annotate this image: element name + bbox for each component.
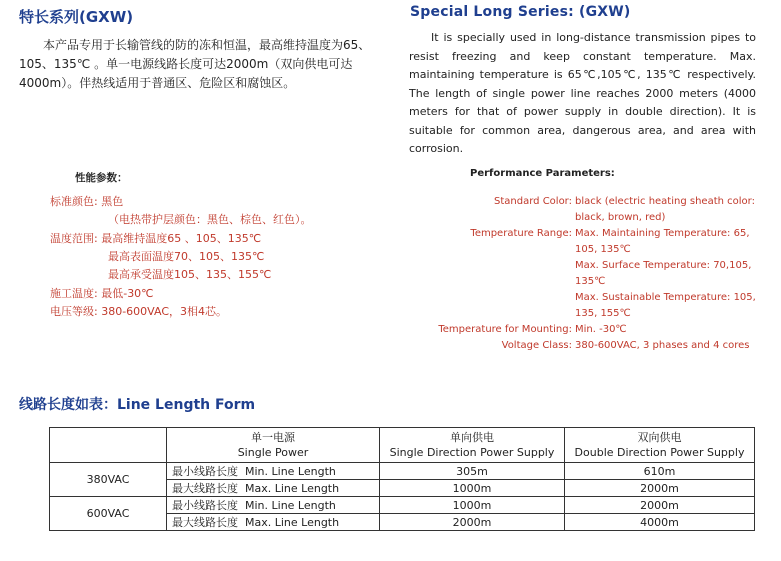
- row-label-cn: 最大线路长度: [172, 482, 238, 495]
- param-value-line: Max. Surface Temperature: 70,105,: [575, 260, 752, 271]
- header-cn: 单向供电: [450, 431, 494, 444]
- row-label-en: Max. Line Length: [245, 516, 340, 529]
- param-label-mount-temp: Temperature for Mounting:: [438, 324, 572, 335]
- table-row: [50, 497, 755, 514]
- description-chinese: 本产品专用于长输管线的防的冻和恒温，最高维持温度为65、105、135℃ 。单一电源线路长度可达2000m（双向供电可达4000m）。伴热线适用于普通区、危险区和腐蚀区。: [19, 38, 371, 90]
- header-en: Double Direction Power Supply: [574, 446, 745, 459]
- param-value-line: 135℃: [575, 276, 606, 287]
- row-label-cn: 最小线路长度: [172, 499, 238, 512]
- row-label-en: Min. Line Length: [245, 465, 336, 478]
- line-length-title: 线路长度如表：Line Length Form: [19, 397, 256, 413]
- param-value-line: 380-600VAC, 3 phases and 4 cores: [575, 340, 750, 351]
- row-label-cell: [167, 497, 380, 514]
- param-value-line: 135, 155℃: [575, 308, 631, 319]
- double-direction-value: 2000m: [565, 497, 755, 514]
- performance-title-english: Performance Parameters:: [470, 168, 615, 179]
- table-header-row: [50, 428, 755, 463]
- param-value-line: Min. -30℃: [575, 324, 627, 335]
- row-label-en: Min. Line Length: [245, 499, 336, 512]
- single-direction-value: 1000m: [380, 497, 565, 514]
- param-value-line: Max. Sustainable Temperature: 105,: [575, 292, 756, 303]
- row-label-cell: [167, 514, 380, 531]
- param-standard-color-cn: [50, 192, 123, 212]
- param-value-temp-range: [575, 226, 765, 322]
- double-direction-value: 610m: [565, 463, 755, 480]
- param-label: 电压等级:: [50, 305, 98, 318]
- table-row: [50, 463, 755, 480]
- double-direction-value: 2000m: [565, 480, 755, 497]
- param-label: 温度范围:: [50, 232, 98, 245]
- header-en: Single Power: [237, 446, 309, 459]
- param-value: 最低-30℃: [101, 287, 154, 300]
- param-label: 标准颜色:: [50, 195, 98, 208]
- title-chinese: 特长系列(GXW): [19, 8, 134, 26]
- param-value-mount-temp: [575, 322, 765, 338]
- param-value-standard-color: [575, 194, 765, 226]
- param-value: 最高表面温度70、105、135℃: [108, 250, 265, 263]
- header-single-direction: [380, 428, 565, 463]
- header-blank-cell: [50, 428, 167, 463]
- line-length-table: [49, 427, 755, 531]
- param-value: 最高承受温度105、135、155℃: [108, 268, 272, 281]
- header-cn: 单一电源: [251, 431, 295, 444]
- header-double-direction: [565, 428, 755, 463]
- param-mount-temp-cn: [50, 284, 154, 304]
- param-value-line: black (electric heating sheath color:: [575, 196, 755, 207]
- param-voltage-cn: [50, 302, 227, 322]
- param-temp-range-cn-line3: [108, 265, 271, 285]
- row-label-cn: 最小线路长度: [172, 465, 238, 478]
- header-single-power: [167, 428, 380, 463]
- single-direction-value: 1000m: [380, 480, 565, 497]
- param-value: 最高维持温度65 、105、135℃: [101, 232, 262, 245]
- double-direction-value: 4000m: [565, 514, 755, 531]
- param-value-line: 105, 135℃: [575, 244, 631, 255]
- param-value: （电热带护层颜色：黑色、棕色、红色）。: [108, 213, 312, 226]
- param-temp-range-cn: [50, 229, 261, 249]
- header-en: Single Direction Power Supply: [389, 446, 555, 459]
- row-label-cell: [167, 463, 380, 480]
- param-label-standard-color: Standard Color:: [494, 196, 572, 207]
- param-value-line: black, brown, red): [575, 212, 666, 223]
- performance-title-chinese: 性能参数：: [75, 172, 128, 184]
- param-label: 施工温度:: [50, 287, 98, 300]
- param-label-voltage: Voltage Class:: [501, 340, 572, 351]
- param-value: 黑色: [101, 195, 124, 208]
- header-cn: 双向供电: [637, 431, 682, 444]
- description-english: It is specially used in long-distance transmission pipes to resist freezing and keep constant temperature. Max. maintaining temperature is 65℃,105℃, 135℃ respectively. The length of single power line reaches 2000 meters (4000 meters for that of power supply in double direction). It is suitable for common area, dangerous area, and area with corrosion.: [409, 31, 756, 155]
- single-direction-value: 2000m: [380, 514, 565, 531]
- param-temp-range-cn-line2: [108, 247, 264, 267]
- row-label-cn: 最大线路长度: [172, 516, 238, 529]
- param-value: 380-600VAC，3相4芯。: [101, 305, 228, 318]
- single-direction-value: 305m: [380, 463, 565, 480]
- param-value-voltage: [575, 338, 765, 354]
- title-english: Special Long Series: (GXW): [410, 4, 631, 20]
- param-standard-color-cn-line2: [108, 210, 312, 230]
- voltage-cell: 380VAC: [50, 463, 167, 497]
- param-value-line: Max. Maintaining Temperature: 65,: [575, 228, 750, 239]
- row-label-en: Max. Line Length: [245, 482, 340, 495]
- row-label-cell: [167, 480, 380, 497]
- param-label-temp-range: Temperature Range:: [470, 228, 572, 239]
- voltage-cell: 600VAC: [50, 497, 167, 531]
